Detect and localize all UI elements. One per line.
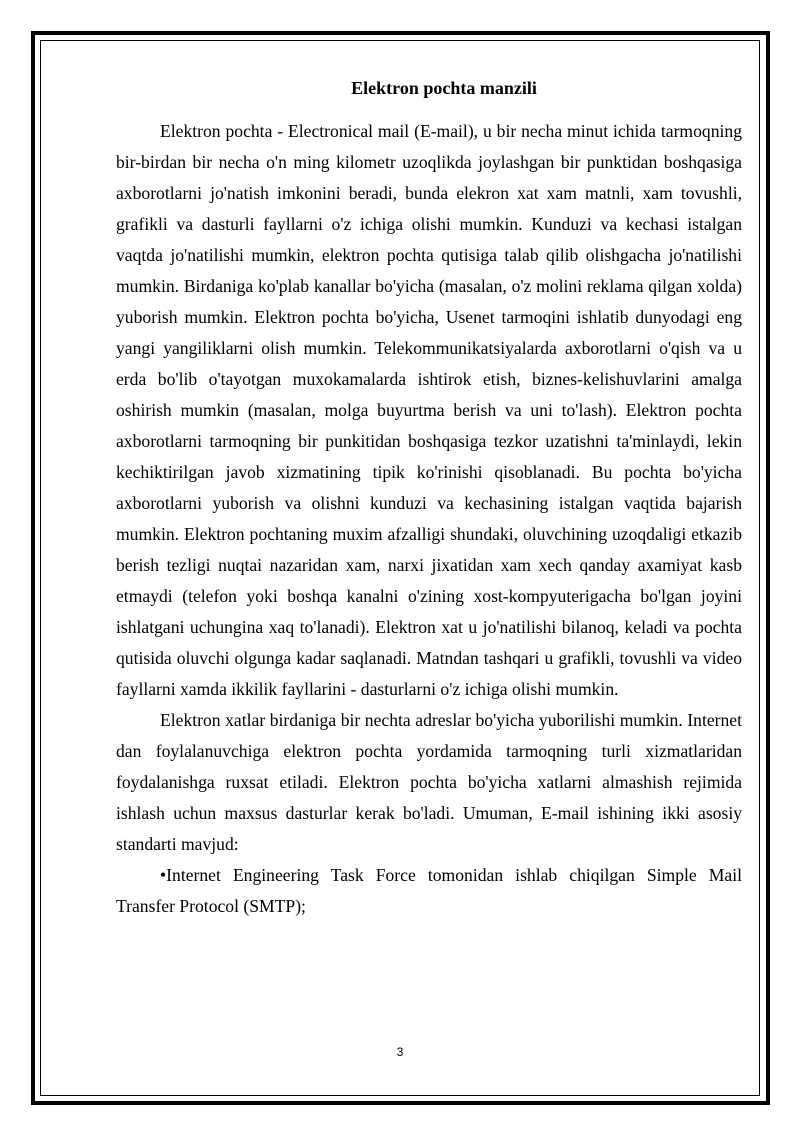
page-number: 3 <box>396 1045 404 1059</box>
document-body <box>116 68 742 922</box>
paragraph-2: Elektron xatlar birdaniga bir nechta adreslar bo'yicha yuborilishi mumkin. Internet dan foylalanuvchiga elektron pochta yordamida tarmoqning turli xizmatlaridan foydalanishga ruxsat etiladi. Elektron pochta bo'yicha xatlarni almashish rejimida ishlash uchun maxsus dasturlar kerak bo'ladi. Umuman, E-mail ishining ikki asosiy standarti mavjud: <box>116 710 742 854</box>
document-title: Elektron pochta manzili <box>351 78 537 98</box>
paragraph-1: Elektron pochta - Electronical mail (E-mail), u bir necha minut ichida tarmoqning bir-birdan bir necha o'n ming kilometr uzoqlikda joylashgan bir punktidan boshqasiga axborotlarni jo'natish imkonini beradi, bunda elekron xat xam matnli, xam tovushli, grafikli va dasturli fayllarni o'z ichiga olishi mumkin. Kunduzi va kechasi istalgan vaqtda jo'natilishi mumkin, elektron pochta qutisiga talab qilib olishgacha jo'natilishi mumkin. Birdaniga ko'plab kanallar bo'yicha (masalan, o'z molini reklama qilgan xolda) yuborish mumkin. Elektron pochta bo'yicha, Usenet tarmoqini ishlatib dunyodagi eng yangi yangiliklarni olish mumkin. Telekommunikatsiyalarda axborotlarni o'qish va u erda bo'lib o'tayotgan muxokamalarda ishtirok etish, biznes-kelishuvlarini amalga oshirish mumkin (masalan, molga buyurtma berish va uni to'lash). Elektron pochta axborotlarni tarmoqning bir punkitidan boshqasiga tezkor uzatishni ta'minlaydi, lekin kechiktirilgan javob xizmatining tipik ko'rinishi qisoblanadi. Bu pochta bo'yicha axborotlarni yuborish va olishni kunduzi va kechasining istalgan vaqtida bajarish mumkin. Elektron pochtaning muxim afzalligi shundaki, oluvchining uzoqdaligi etkazib berish tezligi nuqtai nazaridan xam, narxi jixatidan xam xech qanday axamiyat kasb etmaydi (telefon yoki boshqa kanalni o'zining xost-kompyuterigacha bo'lgan joyini ishlatgani uchungina xaq to'lanadi). Elektron xat u jo'natilishi bilanoq, keladi va pochta qutisida oluvchi olgunga kadar saqlanadi. Matndan tashqari u grafikli, tovushli va video fayllarni xamda ikkilik fayllarini - dasturlarni o'z ichiga olishi mumkin. <box>116 121 742 699</box>
paragraph-3: •Internet Engineering Task Force tomonidan ishlab chiqilgan Simple Mail Transfer Protocol (SMTP); <box>116 865 742 916</box>
